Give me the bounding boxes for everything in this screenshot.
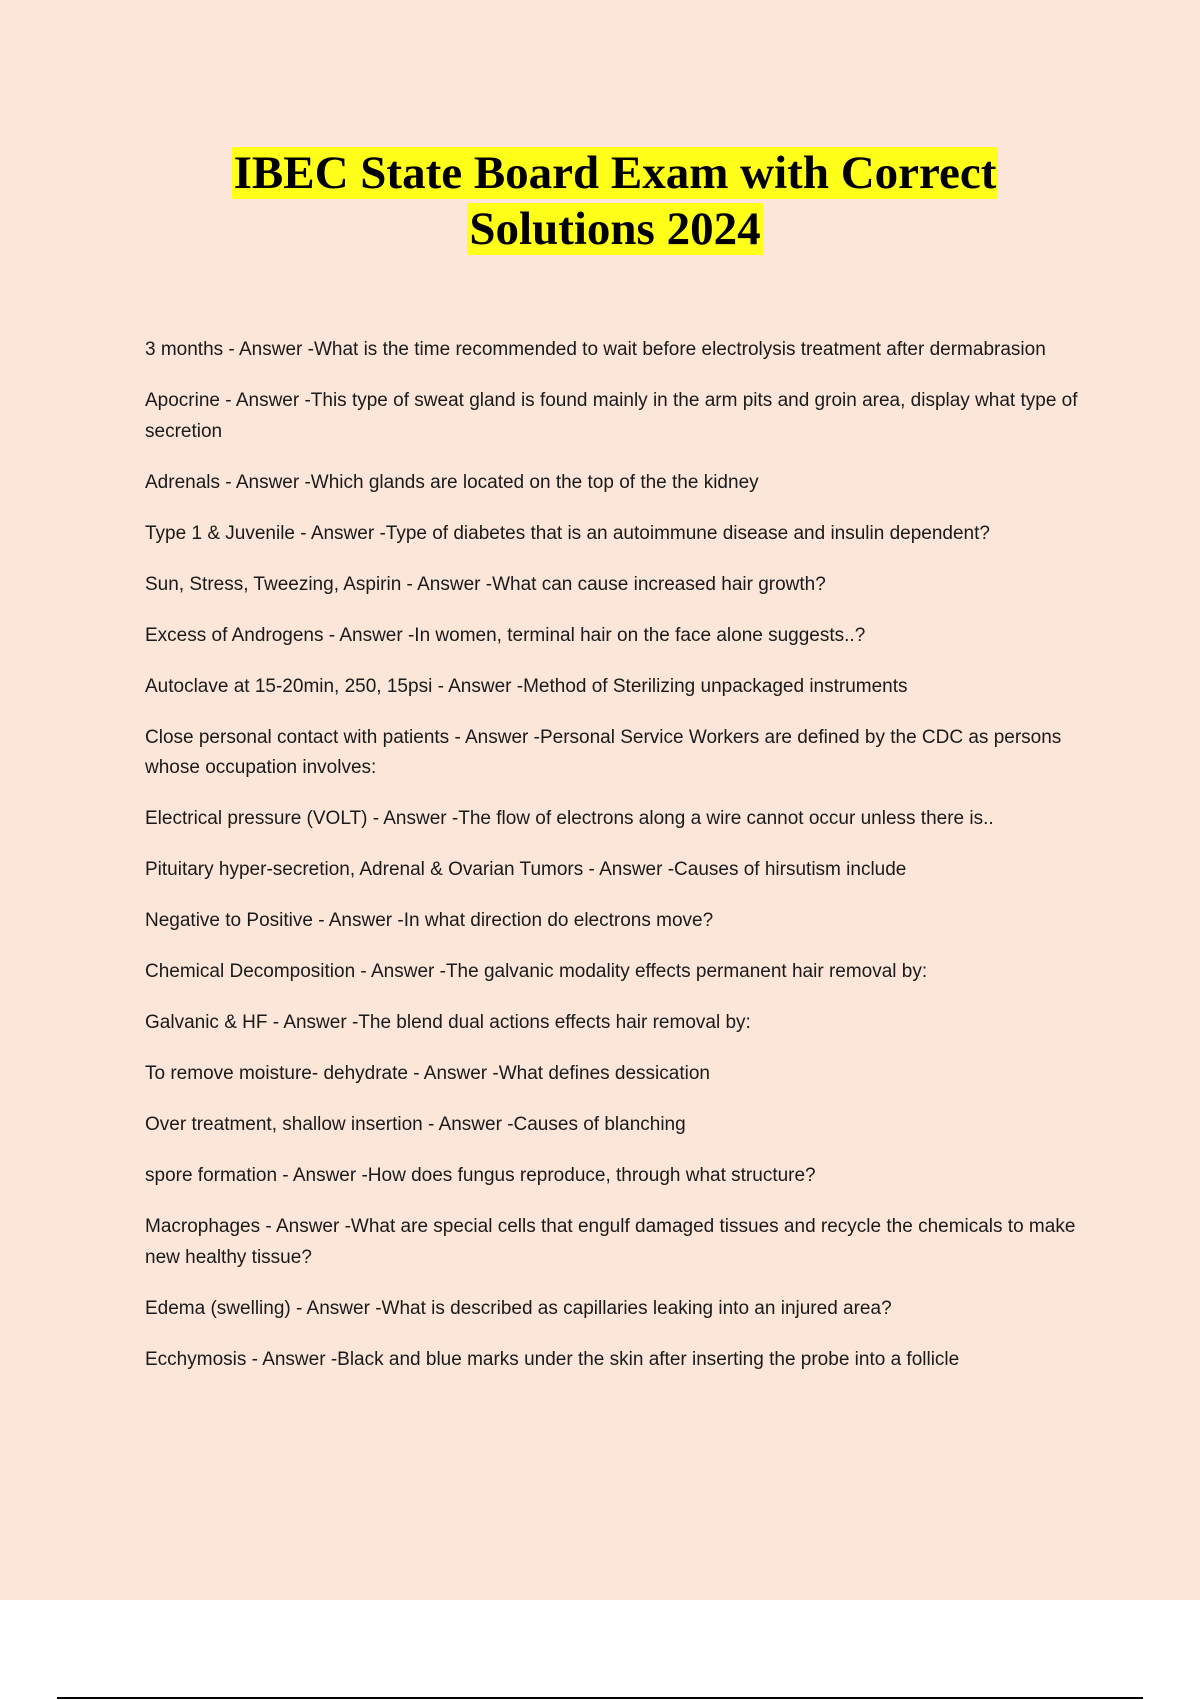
qa-item: Adrenals - Answer -Which glands are located on the top of the the kidney [145,471,759,493]
qa-item: Electrical pressure (VOLT) - Answer -The flow of electrons along a wire cannot occur unless there is.. [145,808,994,829]
qa-item: Type 1 & Juvenile - Answer -Type of diabetes that is an autoimmune disease and insulin dependent? [145,522,990,544]
qa-list [145,335,1080,1396]
title-block [150,145,1080,257]
qa-item: To remove moisture- dehydrate - Answer -What defines dessication [145,1063,710,1084]
qa-item: Ecchymosis - Answer -Black and blue marks under the skin after inserting the probe into a follicle [145,1348,960,1370]
qa-item: spore formation - Answer -How does fungus reproduce, through what structure? [145,1165,816,1186]
footer-divider [57,1697,1143,1699]
qa-item: Autoclave at 15-20min, 250, 15psi - Answer -Method of Sterilizing unpackaged instruments [145,675,908,697]
qa-item: Sun, Stress, Tweezing, Aspirin - Answer -What can cause increased hair growth? [145,573,826,595]
qa-item: Pituitary hyper-secretion, Adrenal & Ovarian Tumors - Answer -Causes of hirsutism include [145,859,907,880]
qa-item: Negative to Positive - Answer -In what direction do electrons move? [145,910,714,931]
qa-item: Apocrine - Answer -This type of sweat gland is found mainly in the arm pits and groin area, display what type of secretion [145,390,1078,442]
qa-item: Close personal contact with patients - Answer -Personal Service Workers are defined by the CDC as persons whose occupation involves: [145,726,1062,778]
qa-item: Chemical Decomposition - Answer -The galvanic modality effects permanent hair removal by: [145,961,928,982]
qa-item: Macrophages - Answer -What are special cells that engulf damaged tissues and recycle the chemicals to make new healthy tissue? [145,1216,1076,1268]
title-highlight: IBEC State Board Exam with Correct Solutions 2024 [233,147,997,255]
qa-item: Edema (swelling) - Answer -What is described as capillaries leaking into an injured area? [145,1297,892,1319]
qa-item: Excess of Androgens - Answer -In women, terminal hair on the face alone suggests..? [145,624,866,646]
document-title [150,145,1080,257]
qa-item: Galvanic & HF - Answer -The blend dual actions effects hair removal by: [145,1012,751,1033]
qa-item: Over treatment, shallow insertion - Answer -Causes of blanching [145,1114,686,1135]
qa-item: 3 months - Answer -What is the time recommended to wait before electrolysis treatment after dermabrasion [145,339,1046,360]
